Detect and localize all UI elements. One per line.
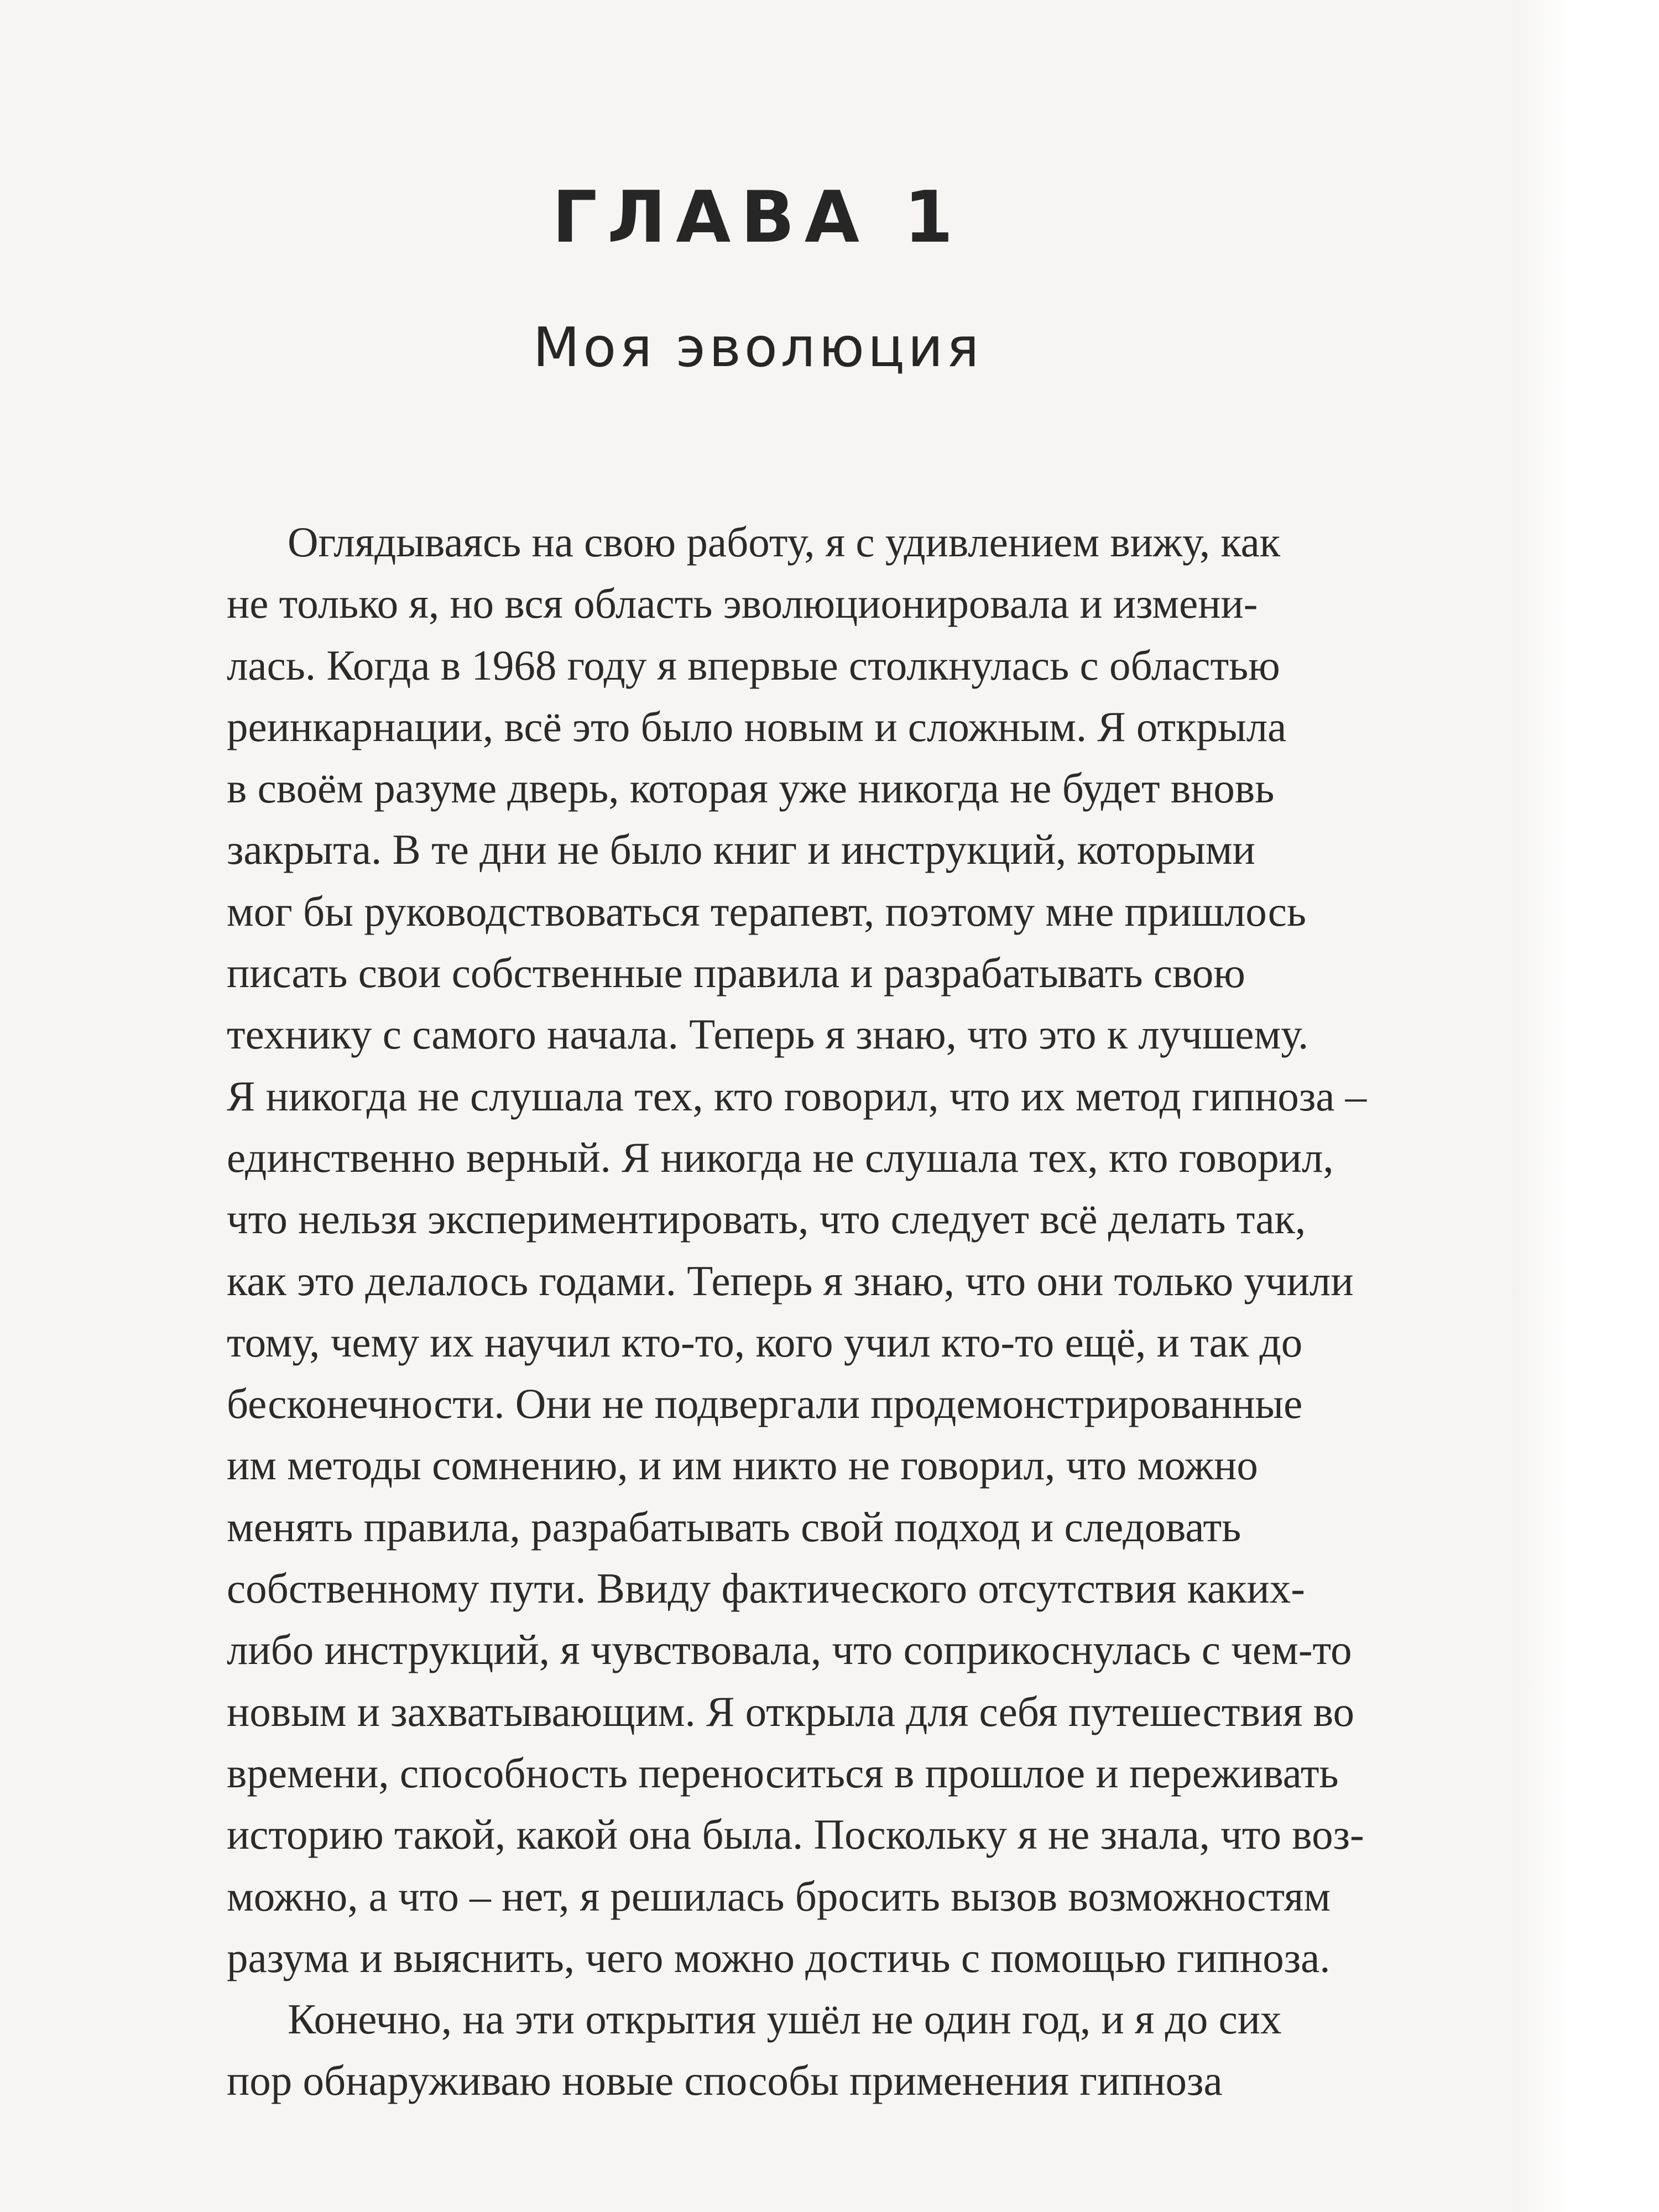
text-line: технику с самого начала. Теперь я знаю, что это к лучшему. bbox=[227, 1010, 1309, 1058]
text-line: закрыта. В те дни не было книг и инструкций, которыми bbox=[227, 826, 1255, 874]
text-line: собственному пути. Ввиду фактического отсутствия каких- bbox=[227, 1564, 1305, 1613]
text-line: писать свои собственные правила и разрабатывать свою bbox=[227, 949, 1245, 997]
text-line: Оглядываясь на свою работу, я с удивлением вижу, как bbox=[288, 518, 1281, 566]
text-line: разума и выяснить, чего можно достичь с помощью гипноза. bbox=[227, 1933, 1331, 1981]
text-line: либо инструкций, я чувствовала, что соприкоснулась с чем-то bbox=[227, 1626, 1352, 1674]
text-line: не только я, но вся область эволюционировала и измени- bbox=[227, 580, 1258, 628]
chapter-title: Моя эволюция bbox=[533, 316, 983, 379]
paragraph-2 bbox=[227, 1989, 1460, 2112]
text-line: им методы сомнению, и им никто не говорил, что можно bbox=[227, 1441, 1258, 1489]
text-line: Я никогда не слушала тех, кто говорил, что их метод гипноза – bbox=[227, 1072, 1367, 1120]
text-line: мог бы руководствоваться терапевт, поэтому мне пришлось bbox=[227, 887, 1306, 935]
chapter-heading: ГЛАВА 1 bbox=[552, 176, 963, 259]
text-line: историю такой, какой она была. Поскольку я не знала, что воз- bbox=[227, 1811, 1364, 1859]
text-line: что нельзя экспериментировать, что следует всё делать так, bbox=[227, 1195, 1306, 1243]
text-line: тому, чему их научил кто-то, кого учил кто-то ещё, и так до bbox=[227, 1318, 1303, 1366]
text-line: Конечно, на эти открытия ушёл не один год, и я до сих bbox=[288, 1995, 1282, 2043]
text-line: менять правила, разрабатывать свой подход и следовать bbox=[227, 1503, 1241, 1551]
text-line: лась. Когда в 1968 году я впервые столкнулась с областью bbox=[227, 641, 1280, 689]
paragraph-1 bbox=[227, 512, 1460, 1989]
text-line: в своём разуме дверь, которая уже никогда не будет вновь bbox=[227, 764, 1275, 812]
text-line: реинкарнации, всё это было новым и сложным. Я открыла bbox=[227, 702, 1287, 750]
text-line: единственно верный. Я никогда не слушала тех, кто говорил, bbox=[227, 1133, 1334, 1181]
page-margin bbox=[1512, 0, 1659, 2212]
text-line: пор обнаруживаю новые способы применения гипноза bbox=[227, 2057, 1223, 2105]
text-line: новым и захватывающим. Я открыла для себя путешествия во bbox=[227, 1687, 1355, 1735]
text-line: времени, способность переноситься в прошлое и переживать bbox=[227, 1749, 1339, 1797]
text-line: можно, а что – нет, я решилась бросить вызов возможностям bbox=[227, 1872, 1331, 1920]
text-line: бесконечности. Они не подвергали продемонстрированные bbox=[227, 1380, 1303, 1428]
text-line: как это делалось годами. Теперь я знаю, что они только учили bbox=[227, 1256, 1354, 1305]
body-text bbox=[227, 512, 1460, 2112]
